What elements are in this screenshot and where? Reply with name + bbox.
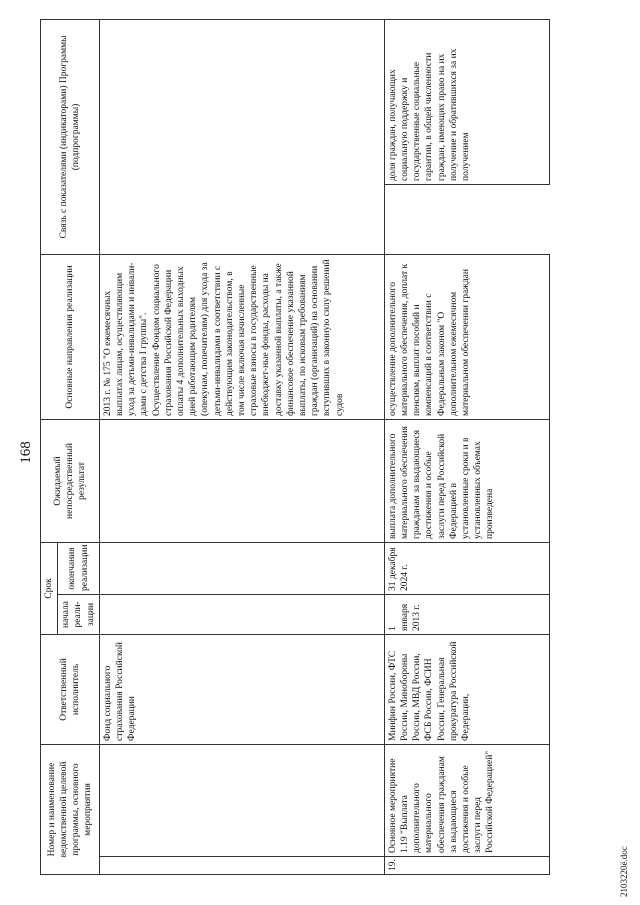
cell-directions: осуществление дополнительного материального обеспечения, доплат к пенсиям, выплат пособий и компенсаций в соответствии с Федеральным законом "О дополнительном ежемесячном материальном обеспечении граждан bbox=[384, 254, 549, 419]
cell-result: выплата дополнительного материального обеспечения гражданам за выдающиеся достижения и особые заслуги перед Российской Федерацией в установленные сроки и в установленных объемах произведена bbox=[384, 419, 549, 542]
cell-result bbox=[99, 419, 384, 542]
header-directions: Основные направления реализации bbox=[41, 254, 100, 419]
cell-end bbox=[99, 542, 384, 594]
table-row bbox=[384, 19, 549, 874]
file-name-footer: 2103220ё.doc bbox=[619, 846, 629, 897]
header-row-1 bbox=[41, 19, 58, 874]
cell-link bbox=[99, 19, 384, 254]
cell-number bbox=[99, 857, 384, 875]
cell-number: 19. bbox=[384, 857, 549, 875]
cell-end: 31 декабря 2024 г. bbox=[384, 542, 549, 594]
program-table bbox=[40, 19, 550, 875]
header-responsible: Ответственный исполнитель bbox=[41, 634, 100, 744]
cell-link: доля граждан, получающих социальную поддержку и государственные социальные гарантии, в общей численности граждан, имеющих право на их получение и обратившихся за их получением bbox=[384, 19, 549, 184]
header-link: Связь с показателями (индикаторами) Программы (подпрограммы) bbox=[41, 19, 100, 254]
header-end: окончания реализации bbox=[58, 542, 100, 594]
header-result: Ожидаемый непосредственный результат bbox=[41, 419, 100, 542]
page-number: 168 bbox=[18, 441, 34, 464]
cell-responsible: Минфин России, ФТС России, Минобороны России, МВД России, ФСБ России, ФСИН России, Генеральная прокуратура Российской Федерации, bbox=[384, 634, 549, 744]
table-row bbox=[99, 19, 384, 874]
cell-name bbox=[99, 744, 384, 856]
cell-responsible: Фонд социального страхования Российской Федерации bbox=[99, 634, 384, 744]
cell-start: 1 января 2013 г. bbox=[384, 594, 549, 634]
cell-start bbox=[99, 594, 384, 634]
header-start: начала реали-зации bbox=[58, 594, 100, 634]
cell-directions: 2013 г. № 175 "О ежемесячных выплатах лицам, осуществляющим уход за детьми-инвалидами и инвали-дами с детства I группы". Осуществление Фондом социального страхования Российской Федерации оплаты 4 дополнительных выходных дней работающим родителям (опекунам, попечителям) для ухода за детьми-инвалидами в соответствии с действующим законодательством, в том числе включая начисленные страховые взносы в государственные внебюджет-ные фонды, расходы на доставку указанной выплаты, а также финансовое обеспечение указанной выплаты, по исковым требованиям граждан (организаций) на основании вступивших в законную силу решений судов bbox=[99, 254, 384, 419]
spacer-cell bbox=[384, 184, 549, 254]
header-num-name: Номер и наименование ведомственной целевой программы, основного мероприятия bbox=[41, 744, 100, 874]
cell-name: Основное мероприятие 1.19 "Выплата дополнительного материального обеспечения гражданам за выдающиеся достижения и особые заслуги перед Российской Федерацией" bbox=[384, 744, 549, 856]
header-term: Срок bbox=[41, 542, 58, 634]
